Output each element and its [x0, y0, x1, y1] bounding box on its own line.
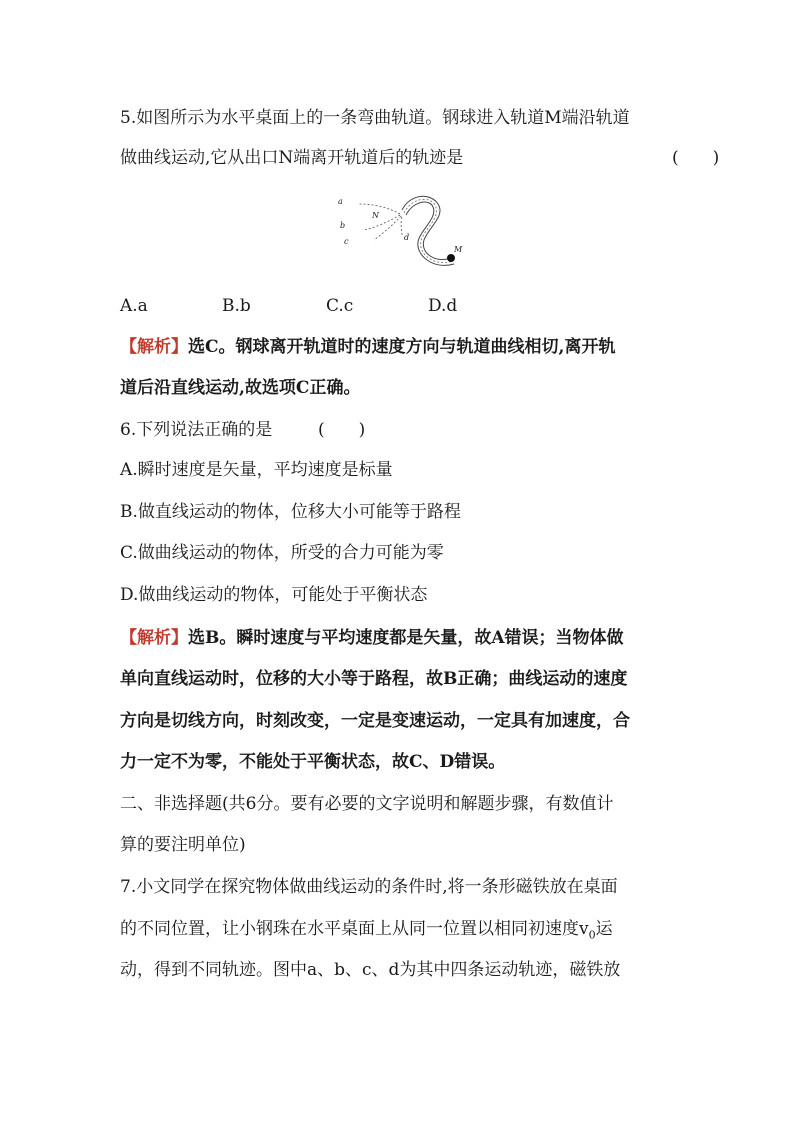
steel-ball: [447, 254, 455, 262]
q5-stem-line1: 5.如图所示为水平桌面上的一条弯曲轨道。钢球进入轨道M端沿轨道: [120, 108, 630, 128]
q5-stem-line2: 做曲线运动,它从出口N端离开轨道后的轨迹是: [120, 148, 464, 168]
q6-option-b: B.做直线运动的物体，位移大小可能等于路程: [120, 502, 461, 522]
q6-analysis-line2: 单向直线运动时，位移的大小等于路程，故B正确；曲线运动的速度: [120, 669, 628, 689]
q5-option-c: C.c: [326, 296, 354, 316]
q6-analysis-line4: 力一定不为零，不能处于平衡状态，故C、D错误。: [120, 752, 506, 772]
section2-line1: 二、非选择题(共6分。要有必要的文字说明和解题步骤，有数值计: [120, 794, 614, 814]
track-center-dashed: [404, 199, 453, 262]
q6-answer-paren: ( ): [318, 420, 366, 440]
q6-analysis-text1: 选B。瞬时速度与平均速度都是矢量，故A错误；当物体做: [188, 628, 624, 648]
label-c: c: [344, 237, 349, 246]
q6-analysis-line1: [120, 626, 624, 650]
q5-analysis-line2: 道后沿直线运动,故选项C正确。: [120, 378, 361, 398]
q6-stem: 6.下列说法正确的是: [120, 420, 273, 440]
q5-analysis-line1: [120, 335, 615, 359]
label-N: N: [372, 211, 379, 220]
label-M: M: [454, 245, 463, 254]
q5-answer-paren: ( ): [672, 148, 720, 168]
q7-line2: [120, 917, 613, 947]
section2-line2: 算的要注明单位): [120, 835, 246, 855]
label-a: a: [338, 197, 343, 206]
q6-option-c: C.做曲线运动的物体，所受的合力可能为零: [120, 543, 444, 563]
q6-analysis-tag: 【解析】: [120, 628, 188, 648]
q5-option-b: B.b: [222, 296, 251, 316]
label-b: b: [340, 221, 346, 230]
q5-analysis-tag: 【解析】: [120, 337, 188, 357]
q7-line3: 动，得到不同轨迹。图中a、b、c、d为其中四条运动轨迹，磁铁放: [120, 960, 621, 980]
q6-option-d: D.做曲线运动的物体，可能处于平衡状态: [120, 585, 428, 605]
q7-line2-post: 运: [595, 919, 613, 939]
q5-option-a: A.a: [120, 296, 148, 316]
q7-line1: 7.小文同学在探究物体做曲线运动的条件时,将一条形磁铁放在桌面: [120, 877, 618, 897]
q7-line2-pre: 的不同位置，让小钢珠在水平桌面上从同一位置以相同初速度: [120, 919, 579, 939]
label-d: d: [404, 233, 410, 242]
trajectory-a: [358, 204, 400, 214]
q5-option-d: D.d: [428, 296, 458, 316]
q7-velocity-symbol: v: [579, 919, 589, 939]
q7-velocity-subscript: 0: [588, 928, 596, 942]
q5-analysis-text1: 选C。钢球离开轨道时的速度方向与轨道曲线相切,离开轨: [188, 337, 616, 357]
q6-analysis-line3: 方向是切线方向，时刻改变，一定是变速运动，一定具有加速度，合: [120, 711, 630, 731]
q6-option-a: A.瞬时速度是矢量，平均速度是标量: [120, 460, 393, 480]
trajectory-d: [401, 217, 402, 236]
curved-track-figure: [330, 188, 470, 270]
